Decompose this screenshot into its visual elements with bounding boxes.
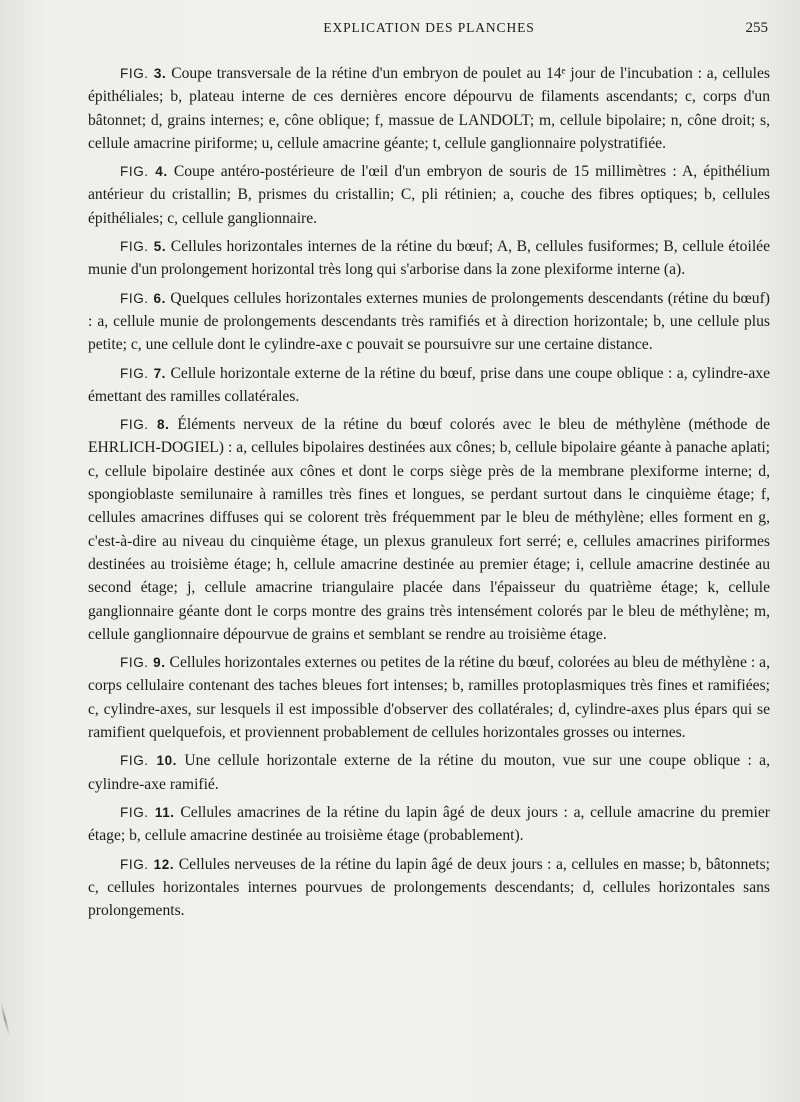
- figure-entry-8: [88, 413, 770, 646]
- figure-caption: Une cellule horizontale externe de la rétine du mouton, vue sur une coupe oblique : a, cylindre-axe ramifié.: [88, 752, 771, 793]
- scan-edge-mark: [0, 1002, 10, 1035]
- figure-label: FIG. 3.: [120, 66, 167, 81]
- figure-entry-3: [88, 62, 770, 155]
- running-title: EXPLICATION DES PLANCHES: [323, 20, 535, 35]
- figure-label: FIG. 5.: [120, 239, 167, 255]
- figure-caption: Éléments nerveux de la rétine du bœuf colorés avec le bleu de méthylène (méthode de EHRLICH-DOGIEL) : a, cellules bipolaires destinées aux cônes; b, cellule bipolaire géante à panache aplati; c, cellule bipolaire destinée aux cônes et dont le corps siège près de la membrane plexiforme interne; d, spongioblaste semilunaire à ramilles très fines et longues, se perdant surtout dans le cinquième étage; f, cellules amacrines diffuses qui se colorent très fréquemment par le bleu de méthylène; elles forment en g, c'est-à-dire au niveau du cinquième étage, un plexus granuleux fort serré; e, cellules amacrines piriformes destinées au troisième étage; h, cellule amacrine destinée au premier étage; i, cellule amacrine destinée au second étage; j, cellule amacrine triangulaire placée dans l'épaisseur du quatrième étage; k, cellule ganglionnaire géante dont le corps montre des grains très intensément colorés par le bleu de méthylène; m, cellule ganglionnaire dépourvue de grains et semblant se rendre au troisième étage.: [88, 416, 771, 643]
- figure-caption: Cellules horizontales externes ou petites de la rétine du bœuf, colorées au bleu de méthylène : a, corps cellulaire contenant des taches bleues fort intenses; b, ramilles protoplasmiques très fines et ramifiées; c, cylindre-axes, sur lesquels il est impossible d'observer des collatérales; d, cylindre-axes plus épars qui se ramifient quelquefois, et proviennent probablement de cellules horizontales grosses ou internes.: [88, 654, 770, 742]
- figure-entry-12: [88, 853, 770, 923]
- figure-entry-7: [88, 362, 770, 409]
- figure-label: FIG. 11.: [120, 804, 175, 820]
- page-header: [88, 20, 770, 44]
- figure-entry-4: [88, 160, 770, 230]
- figure-caption: Quelques cellules horizontales externes munies de prolongements descendants (rétine du bœuf) : a, cellule munie de prolongements descendants très ramifiés et à direction horizontale; b, une cellule plus petite; c, une cellule dont le cylindre-axe c pouvait se poursuivre sur une certaine distance.: [88, 289, 770, 354]
- figure-caption: Coupe antéro-postérieure de l'œil d'un embryon de souris de 15 millimètres : A, épithélium antérieur du cristallin; B, prismes du cristallin; C, pli rétinien; a, couche des fibres optiques; b, cellules épithéliales; c, cellule ganglionnaire.: [88, 163, 770, 227]
- plate-explanations: [88, 62, 770, 927]
- figure-entry-5: [88, 235, 770, 282]
- figure-label: FIG. 12.: [120, 856, 175, 872]
- figure-caption: Cellules nerveuses de la rétine du lapin âgé de deux jours : a, cellules en masse; b, bâtonnets; c, cellules horizontales internes pourvues de prolongements descendants; d, cellules horizontales sans prolongements.: [88, 855, 770, 920]
- figure-label: FIG. 6.: [120, 290, 166, 306]
- figure-caption: Cellules horizontales internes de la rétine du bœuf; A, B, cellules fusiformes; B, cellule étoilée munie d'un prolongement horizontal très long qui s'arborise dans la zone plexiforme interne (a).: [88, 238, 770, 279]
- figure-label: FIG. 7.: [120, 365, 167, 381]
- figure-label: FIG. 4.: [120, 164, 168, 180]
- figure-caption: Cellule horizontale externe de la rétine du bœuf, prise dans une coupe oblique : a, cylindre-axe émettant des ramilles collatérales.: [88, 364, 770, 405]
- figure-entry-6: [88, 287, 770, 357]
- figure-label: FIG. 9.: [120, 655, 166, 671]
- figure-entry-9: [88, 651, 770, 744]
- page-number: 255: [745, 20, 768, 36]
- figure-label: FIG. 8.: [120, 417, 170, 433]
- figure-caption: Cellules amacrines de la rétine du lapin âgé de deux jours : a, cellule amacrine du premier étage; b, cellule amacrine destinée au troisième étage (probablement).: [88, 803, 771, 845]
- figure-label: FIG. 10.: [120, 753, 178, 769]
- figure-entry-11: [88, 801, 770, 848]
- figure-entry-10: [88, 749, 770, 796]
- figure-caption: Coupe transversale de la rétine d'un embryon de poulet au 14ᵉ jour de l'incubation : a, cellules épithéliales; b, plateau interne de ces dernières encore dépourvu de filaments ascendants; c, corps d'un bâtonnet; d, grains internes; e, cône oblique; f, massue de LANDOLT; m, cellule bipolaire; n, cône droit; s, cellule amacrine piriforme; u, cellule amacrine géante; t, cellule ganglionnaire polystratifiée.: [88, 65, 770, 152]
